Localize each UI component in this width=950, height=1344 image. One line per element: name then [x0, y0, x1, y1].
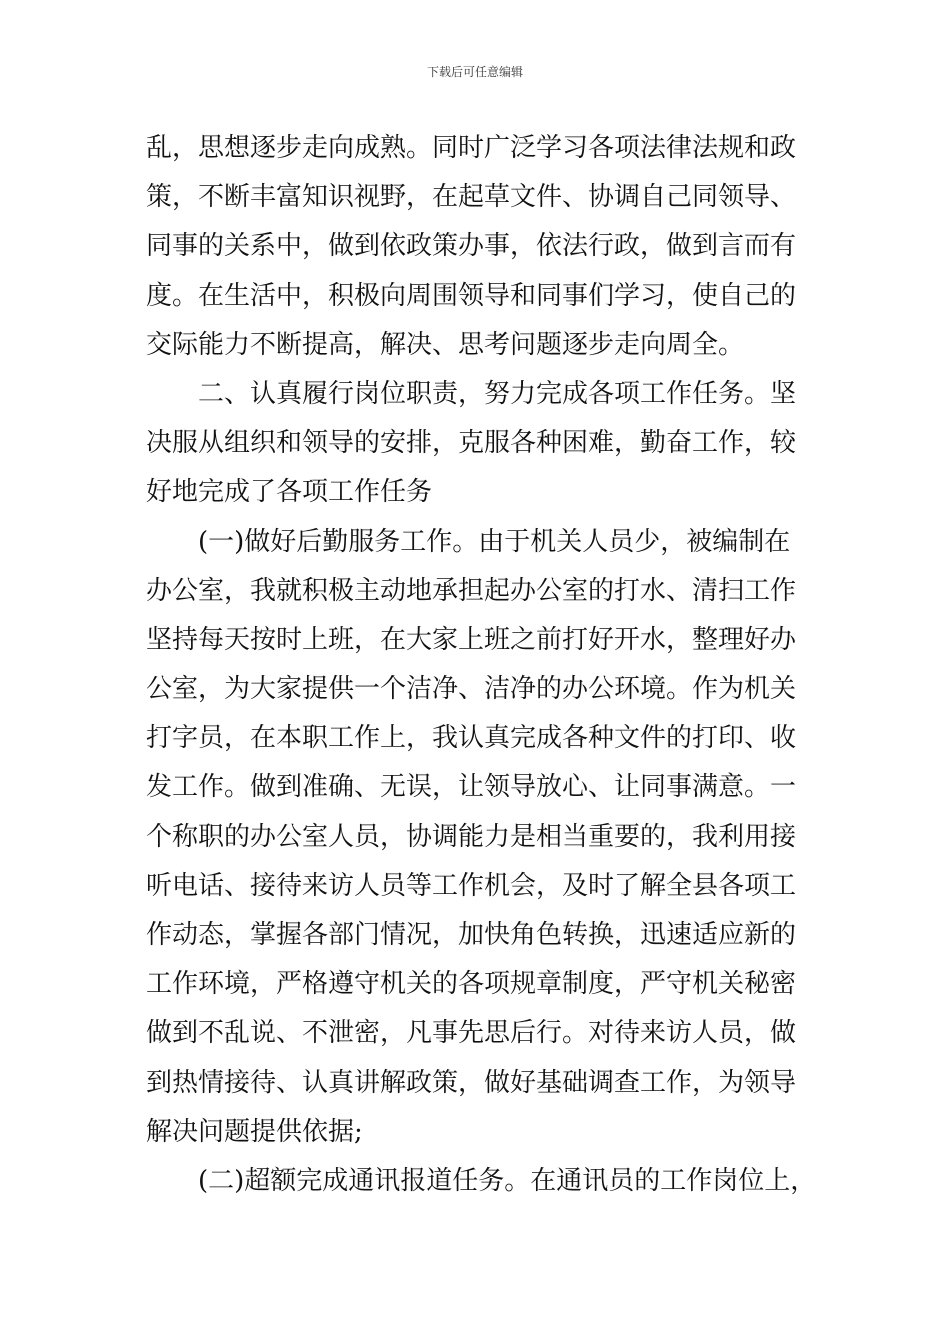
header-text: 下载后可任意编辑 [426, 65, 523, 79]
text-line: 决服从组织和领导的安排，克服各种困难，勤奋工作，较 [146, 428, 797, 459]
document-body [146, 124, 826, 1206]
text-line: 工作环境，严格遵守机关的各项规章制度，严守机关秘密 [146, 969, 797, 1000]
text-line: 策，不断丰富知识视野，在起草文件、协调自己同领导、 [146, 182, 797, 213]
text-line: 二、认真履行岗位职责，努力完成各项工作任务。坚 [198, 378, 797, 409]
text-line: 到热情接待、认真讲解政策，做好基础调查工作，为领导 [146, 1067, 797, 1098]
text-line: (二)超额完成通讯报道任务。在通讯员的工作岗位上， [198, 1165, 817, 1196]
text-line: 个称职的办公室人员，协调能力是相当重要的，我利用接 [146, 821, 797, 852]
text-line: 乱，思想逐步走向成熟。同时广泛学习各项法律法规和政 [146, 133, 797, 163]
text-line: 做到不乱说、不泄密，凡事先思后行。对待来访人员，做 [146, 1018, 797, 1049]
page-header [0, 64, 950, 80]
text-line: 解决问题提供依据; [146, 1116, 363, 1147]
text-line: 发工作。做到准确、无误，让领导放心、让同事满意。一 [146, 772, 797, 803]
text-line: 打字员，在本职工作上，我认真完成各种文件的打印、收 [146, 723, 797, 754]
text-line: 坚持每天按时上班，在大家上班之前打好开水，整理好办 [146, 624, 797, 655]
text-line: 交际能力不断提高，解决、思考问题逐步走向周全。 [146, 329, 745, 360]
text-line: 度。在生活中，积极向周围领导和同事们学习，使自己的 [146, 280, 797, 311]
text-line: 听电话、接待来访人员等工作机会，及时了解全县各项工 [146, 870, 797, 901]
text-line: 好地完成了各项工作任务 [146, 477, 433, 508]
text-line: 公室，为大家提供一个洁净、洁净的办公环境。作为机关 [146, 674, 797, 705]
text-line: 作动态，掌握各部门情况，加快角色转换，迅速适应新的 [146, 920, 797, 950]
text-line: 同事的关系中，做到依政策办事，依法行政，做到言而有 [146, 231, 797, 262]
text-line: (一)做好后勤服务工作。由于机关人员少，被编制在 [198, 526, 791, 557]
text-line: 办公室，我就积极主动地承担起办公室的打水、清扫工作 [146, 575, 797, 606]
